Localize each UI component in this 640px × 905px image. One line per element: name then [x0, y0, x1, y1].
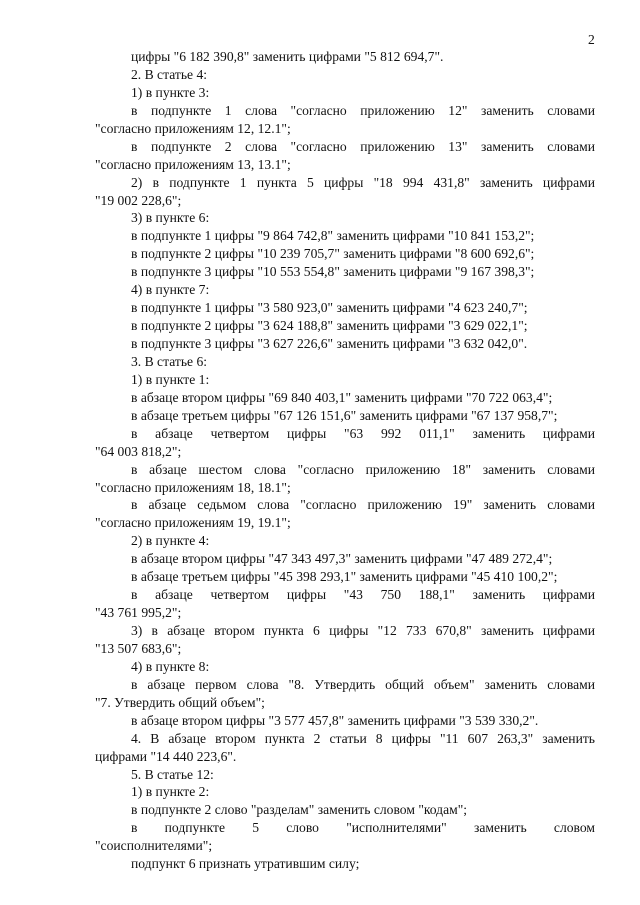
text-line: в подпункте 3 цифры "3 627 226,6" заменить цифрами "3 632 042,0".: [131, 336, 528, 351]
text-line: в абзаце третьем цифры "45 398 293,1" заменить цифрами "45 410 100,2";: [131, 569, 558, 585]
text-line: 4) в пункте 8:: [131, 658, 210, 674]
text-line: 3) в абзаце втором пункта 6 цифры "12 733 670,8" заменить цифрами: [131, 623, 595, 638]
text-line: в абзаце шестом слова "согласно приложению 18" заменить словами: [131, 461, 595, 477]
text-line: "19 002 228,6";: [95, 192, 182, 208]
text-line: 2) в подпункте 1 пункта 5 цифры "18 994 431,8" заменить цифрами: [131, 174, 595, 190]
text-line: в подпункте 2 слово "разделам" заменить словом "кодам";: [131, 802, 468, 818]
text-line: 4) в пункте 7:: [131, 282, 210, 298]
text-line: "7. Утвердить общий объем";: [95, 694, 265, 710]
text-line: 5. В статье 12:: [131, 766, 214, 782]
text-line: в подпункте 1 цифры "3 580 923,0" заменить цифрами "4 623 240,7";: [131, 300, 528, 316]
text-line: в подпункте 5 слово "исполнителями" заменить словом: [131, 820, 595, 836]
text-line: подпункт 6 признать утратившим силу;: [131, 856, 360, 872]
text-line: в абзаце третьем цифры "67 126 151,6" заменить цифрами "67 137 958,7";: [131, 407, 558, 423]
text-line: в абзаце втором цифры "3 577 457,8" заменить цифрами "3 539 330,2".: [131, 712, 539, 728]
text-line: в абзаце четвертом цифры "43 750 188,1" заменить цифрами: [131, 587, 595, 603]
text-line: "13 507 683,6";: [95, 640, 182, 656]
text-line: 3. В статье 6:: [131, 353, 208, 369]
text-line: в подпункте 2 слова "согласно приложению 13" заменить словами: [131, 138, 595, 154]
text-line: "43 761 995,2";: [95, 605, 182, 621]
text-line: в подпункте 2 цифры "10 239 705,7" заменить цифрами "8 600 692,6";: [131, 246, 535, 262]
text-line: 1) в пункте 3:: [131, 84, 210, 100]
text-line: в подпункте 2 цифры "3 624 188,8" заменить цифрами "3 629 022,1";: [131, 318, 528, 334]
text-line: в абзаце четвертом цифры "63 992 011,1" заменить цифрами: [131, 425, 595, 441]
text-line: в подпункте 3 цифры "10 553 554,8" заменить цифрами "9 167 398,3";: [131, 264, 535, 280]
text-line: "согласно приложениям 12, 12.1";: [95, 120, 291, 136]
text-line: цифры "6 182 390,8" заменить цифрами "5 812 694,7".: [131, 49, 444, 64]
text-line: цифрами "14 440 223,6".: [95, 748, 237, 764]
text-line: в подпункте 1 слова "согласно приложению 12" заменить словами: [131, 102, 595, 118]
text-line: в абзаце втором цифры "47 343 497,3" заменить цифрами "47 489 272,4";: [131, 551, 553, 567]
text-line: 2. В статье 4:: [131, 66, 208, 82]
text-line: "согласно приложениям 18, 18.1";: [95, 479, 291, 495]
document-body: [95, 48, 595, 873]
text-line: 1) в пункте 1:: [131, 371, 210, 387]
text-line: "соисполнителями";: [95, 838, 213, 854]
text-line: в абзаце втором цифры "69 840 403,1" заменить цифрами "70 722 063,4";: [131, 389, 553, 405]
text-line: "64 003 818,2";: [95, 443, 182, 459]
text-line: 4. В абзаце втором пункта 2 статьи 8 цифры "11 607 263,3" заменить: [131, 730, 595, 746]
text-line: в абзаце седьмом слова "согласно приложению 19" заменить словами: [131, 497, 595, 513]
text-line: в абзаце первом слова "8. Утвердить общий объем" заменить словами: [131, 676, 595, 692]
page-number: 2: [588, 32, 595, 47]
text-line: в подпункте 1 цифры "9 864 742,8" заменить цифрами "10 841 153,2";: [131, 228, 535, 244]
text-line: 3) в пункте 6:: [131, 210, 210, 226]
text-line: 1) в пункте 2:: [131, 784, 210, 800]
text-line: "согласно приложениям 13, 13.1";: [95, 156, 291, 172]
text-line: "согласно приложениям 19, 19.1";: [95, 515, 291, 531]
text-line: 2) в пункте 4:: [131, 533, 210, 549]
